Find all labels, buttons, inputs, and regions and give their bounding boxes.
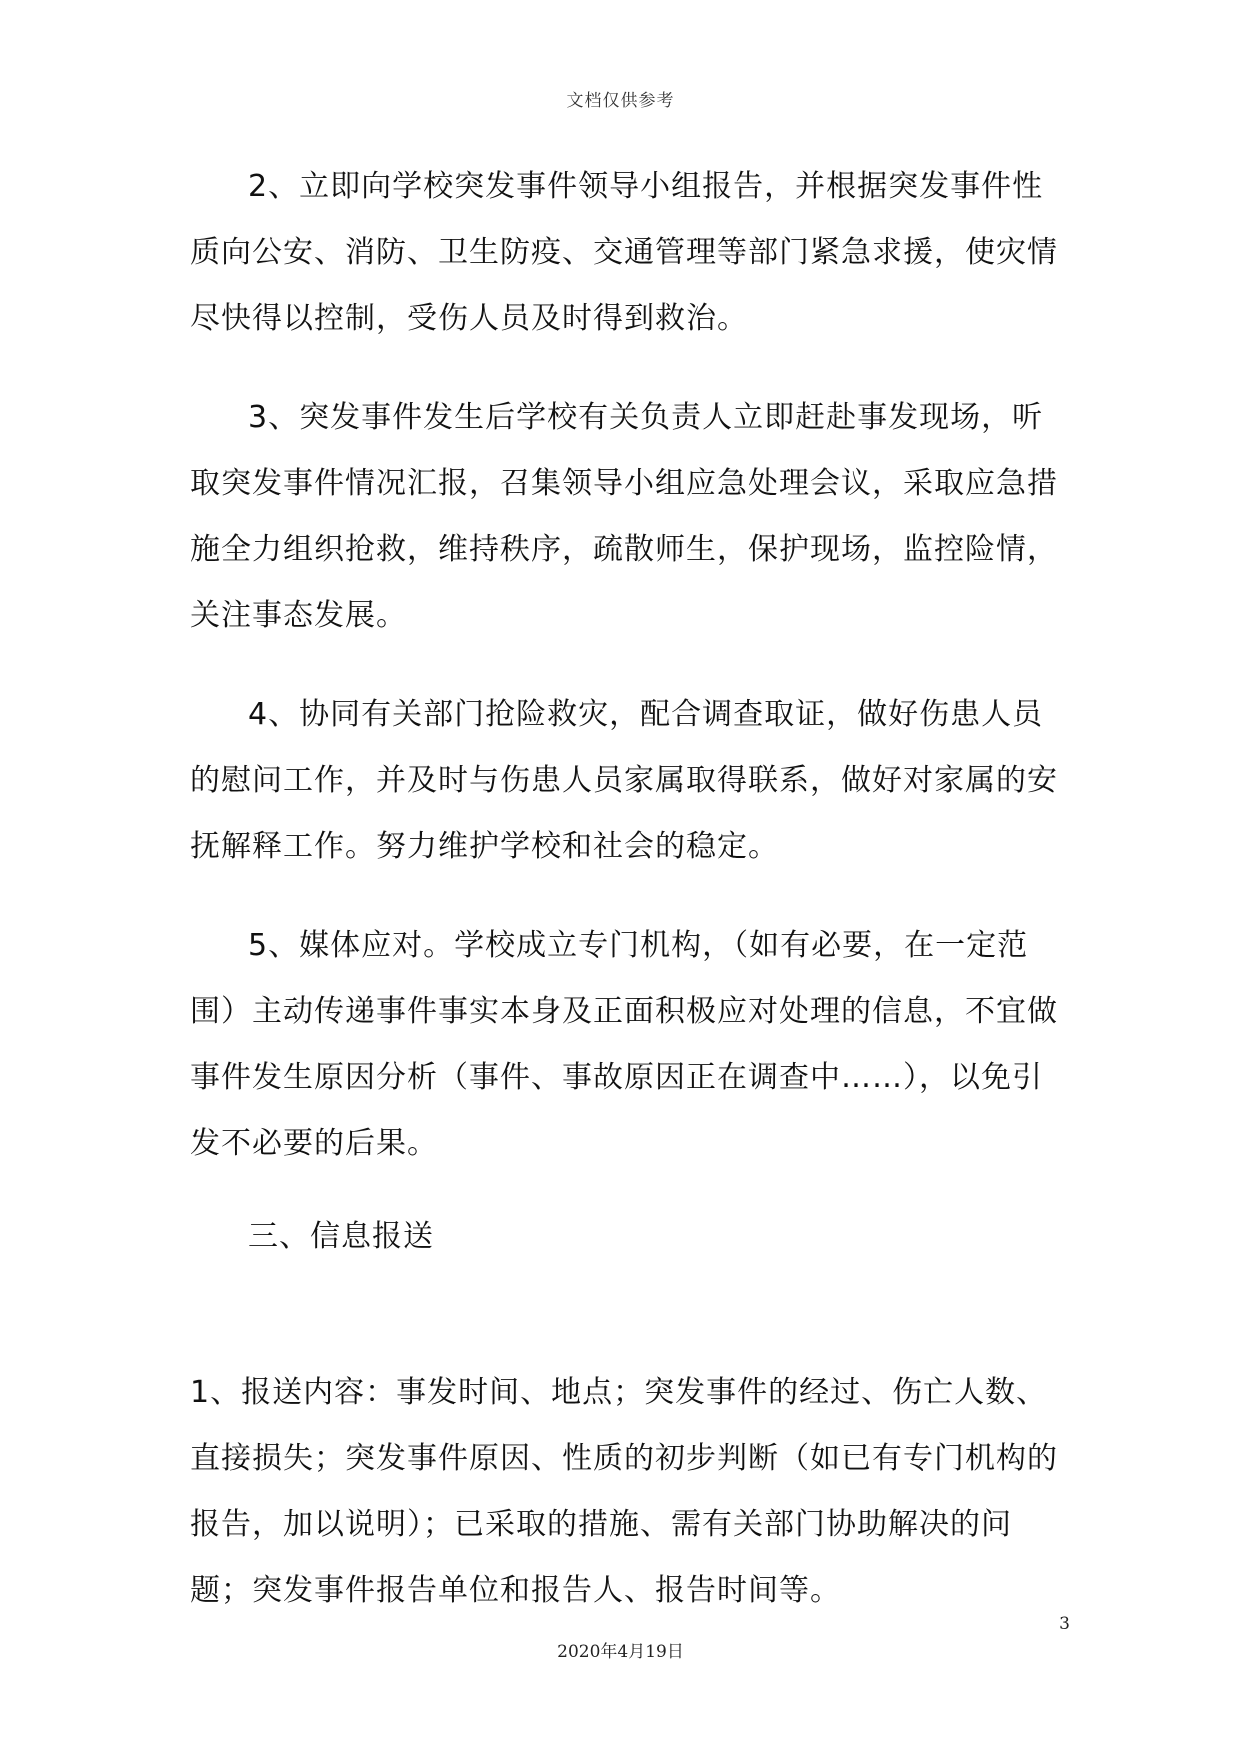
paragraph-item-4: 4、协同有关部门抢险救灾，配合调查取证，做好伤患人员的慰问工作，并及时与伤患人员家属取得联系，做好对家属的安抚解释工作。努力维护学校和社会的稳定。 [190, 697, 1058, 864]
section-heading: 三、信息报送 [248, 1219, 434, 1254]
report-content-paragraph: 1、报送内容：事发时间、地点；突发事件的经过、伤亡人数、直接损失；突发事件原因、性质的初步判断（如已有专门机构的报告，加以说明）；已采取的措施、需有关部门协助解决的问题；突发事件报告单位和报告人、报告时间等。 [190, 1375, 1058, 1608]
footer-date: 2020年4月19日 [557, 1642, 684, 1662]
document-body [190, 154, 1060, 1624]
paragraph-item-3: 3、突发事件发生后学校有关负责人立即赶赴事发现场，听取突发事件情况汇报，召集领导小组应急处理会议，采取应急措施全力组织抢救，维持秩序，疏散师生，保护现场，监控险情，关注事态发展。 [190, 400, 1058, 633]
page-number: 3 [1059, 1614, 1070, 1634]
paragraph-item-2: 2、立即向学校突发事件领导小组报告，并根据突发事件性质向公安、消防、卫生防疫、交通管理等部门紧急求援，使灾情尽快得以控制，受伤人员及时得到救治。 [190, 169, 1058, 336]
paragraph-item-5: 5、媒体应对。学校成立专门机构，（如有必要，在一定范围）主动传递事件事实本身及正面积极应对处理的信息，不宜做事件发生原因分析（事件、事故原因正在调查中……），以免引发不必要的后果。 [190, 928, 1058, 1161]
document-header: 文档仅供参考 [566, 91, 675, 111]
